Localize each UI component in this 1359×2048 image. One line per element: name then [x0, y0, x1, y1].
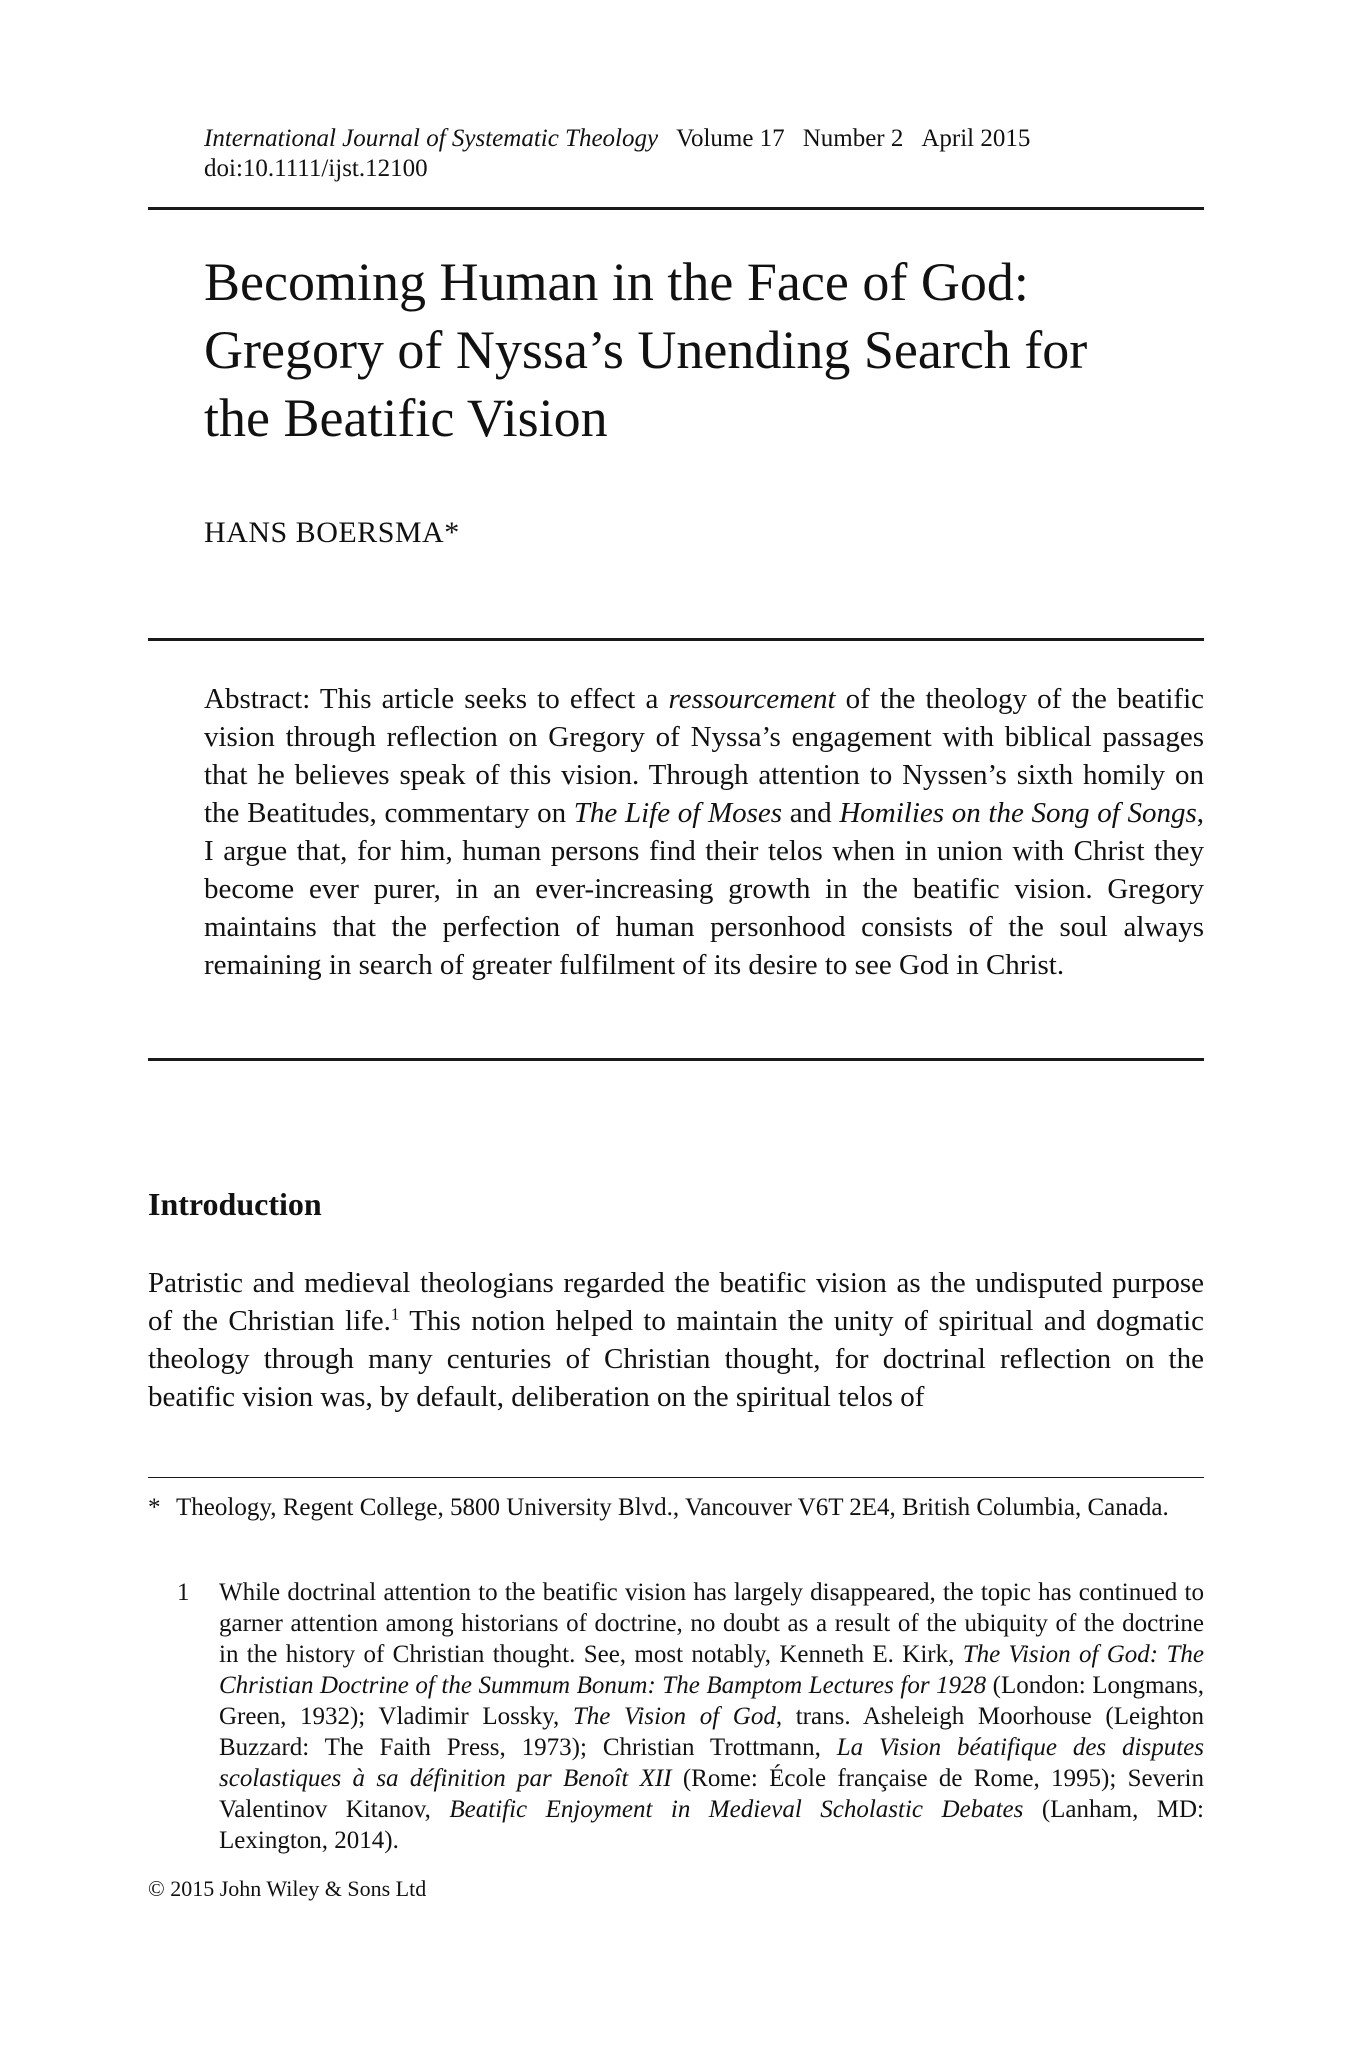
fn1-text-3: , trans. Asheleigh Moorhouse (Leighton Buzzard: The Faith Press, 1973); Christian Trottmann, [219, 1703, 1204, 1761]
abstract-text-2: of the theology of the beatific vision through reflection on Gregory of Nyssa’s engagement with biblical passages that he believes speak of this vision. Through attention to Nyssen’s sixth homily on the Beatitudes, commentary on [204, 683, 1205, 829]
abstract-italic-3: Homilies on the Song of Songs [839, 797, 1197, 829]
intro-text-1: Patristic and medieval theologians regarded the beatific vision as the undisputed purpose of the Christian life. [148, 1267, 1204, 1337]
footnote-ref-1[interactable]: 1 [390, 1304, 400, 1324]
fn1-text-1: While doctrinal attention to the beatific vision has largely disappeared, the topic has continued to garner attention among historians of doctrine, no doubt as a result of the ubiquity of the doctrine in the history of Christian thought. See, most notably, Kenneth E. Kirk, [219, 1579, 1204, 1668]
issue-date: April 2015 [921, 125, 1031, 152]
fn1-text-2: (London: Longmans, Green, 1932); Vladimir Lossky, [219, 1672, 1204, 1730]
doi: doi:10.1111/ijst.12100 [204, 155, 428, 182]
abstract-italic-1: ressourcement [668, 683, 836, 715]
header-rule [148, 207, 1204, 210]
footnote-1-mark: 1 [177, 1579, 190, 1606]
footnote-1 [177, 1577, 1205, 1856]
running-header [204, 124, 1030, 184]
footnote-star-mark: * [148, 1494, 161, 1521]
fn1-text-5: (Lanham, MD: Lexington, 2014). [219, 1796, 1204, 1854]
fn1-italic-3: La Vision béatifique des disputes scolastiques à sa définition par Benoît XII [219, 1734, 1205, 1792]
abstract-text-1: Abstract: This article seeks to effect a [204, 683, 669, 715]
title-line-3: the Beatific Vision [204, 388, 608, 448]
journal-name: International Journal of Systematic Theology [204, 125, 659, 152]
abstract-bottom-rule [148, 1058, 1204, 1061]
footnote-rule [148, 1477, 1204, 1478]
section-heading-introduction: Introduction [148, 1186, 322, 1222]
issue-number: Number 2 [802, 125, 904, 152]
abstract-top-rule [148, 638, 1204, 641]
fn1-italic-2: The Vision of God [572, 1703, 776, 1730]
footnote-star-text: Theology, Regent College, 5800 University Blvd., Vancouver V6T 2E4, British Columbia, Canada. [176, 1494, 1169, 1521]
author-name: HANS BOERSMA* [204, 516, 460, 549]
abstract [204, 680, 1204, 984]
introduction-paragraph [148, 1264, 1204, 1416]
intro-text-2: This notion helped to maintain the unity of spiritual and dogmatic theology through many centuries of Christian thought, for doctrinal reflection on the beatific vision was, by default, deliberation on the spiritual telos of [148, 1305, 1204, 1413]
fn1-italic-4: Beatific Enjoyment in Medieval Scholastic Debates [449, 1796, 1024, 1823]
abstract-text-4: , I argue that, for him, human persons find their telos when in union with Christ they become ever purer, in an ever-increasing growth in the beatific vision. Gregory maintains that the perfection of human personhood consists of the soul always remaining in search of greater fulfilment of its desire to see God in Christ. [204, 797, 1204, 981]
copyright-notice: © 2015 John Wiley & Sons Ltd [148, 1876, 427, 1901]
fn1-text-4: (Rome: École française de Rome, 1995); Severin Valentinov Kitanov, [219, 1765, 1204, 1823]
article-title [204, 248, 1204, 452]
citation-line [204, 124, 1030, 154]
abstract-italic-2: The Life of Moses [573, 797, 783, 829]
footnote-author-affiliation [148, 1492, 1204, 1523]
title-line-2: Gregory of Nyssa’s Unending Search for [204, 320, 1088, 380]
fn1-italic-1: The Vision of God: The Christian Doctrine of the Summum Bonum: The Bamptom Lectures for 1928 [219, 1641, 1204, 1699]
title-line-1: Becoming Human in the Face of God: [204, 252, 1029, 312]
abstract-text-3: and [782, 797, 840, 829]
volume: Volume 17 [676, 125, 785, 152]
